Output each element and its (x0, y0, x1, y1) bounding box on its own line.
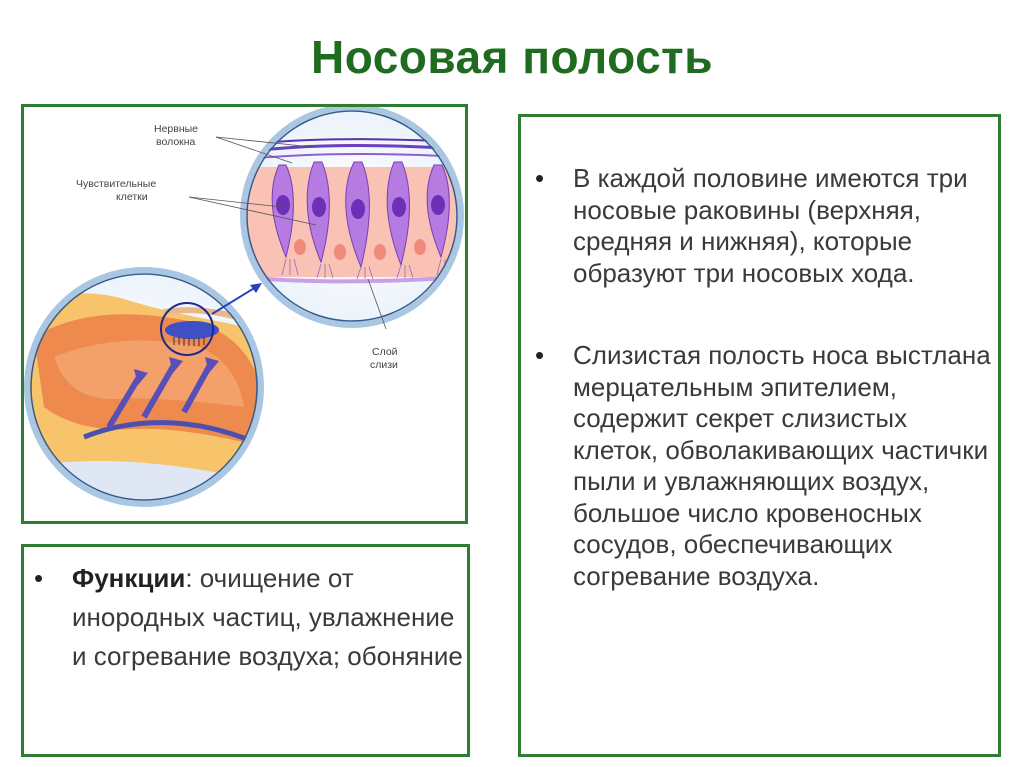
illustration-svg (24, 107, 465, 521)
facts-list (573, 163, 993, 592)
functions-box (21, 544, 470, 757)
nasal-section-circle (24, 270, 284, 521)
page-title: Носовая полость (310, 31, 713, 83)
nasal-cavity-illustration (21, 104, 468, 524)
label-sensory-cells-2: клетки (116, 191, 148, 203)
functions-text: : очищение от инородных частиц, увлажнение и согревание воздуха; обоняние (72, 563, 463, 671)
label-nerve-fibers-2: волокна (156, 136, 196, 148)
label-sensory-cells-1: Чувствительные (76, 178, 157, 190)
label-nerve-fibers-1: Нервные (154, 123, 199, 135)
label-mucus-layer-2: слизи (370, 359, 398, 371)
facts-box (518, 114, 1001, 757)
fact-item-turbinates: • В каждой половине имеются три носовые раковины (верхняя, средняя и нижняя), которые образуют три носовых хода. (573, 163, 993, 289)
label-mucus-layer-1: Слой (372, 346, 398, 358)
fact-item-mucosa: • Слизистая полость носа выстлана мерцательным эпителием, содержит секрет слизистых клеток, обволакивающих частички пыли и увлажняющих воздух, большое число кровеносных сосудов, обеспечивающих согревание воздуха. (573, 340, 993, 592)
functions-heading: Функции (72, 563, 186, 593)
functions-list (72, 559, 472, 676)
functions-item (72, 559, 472, 676)
